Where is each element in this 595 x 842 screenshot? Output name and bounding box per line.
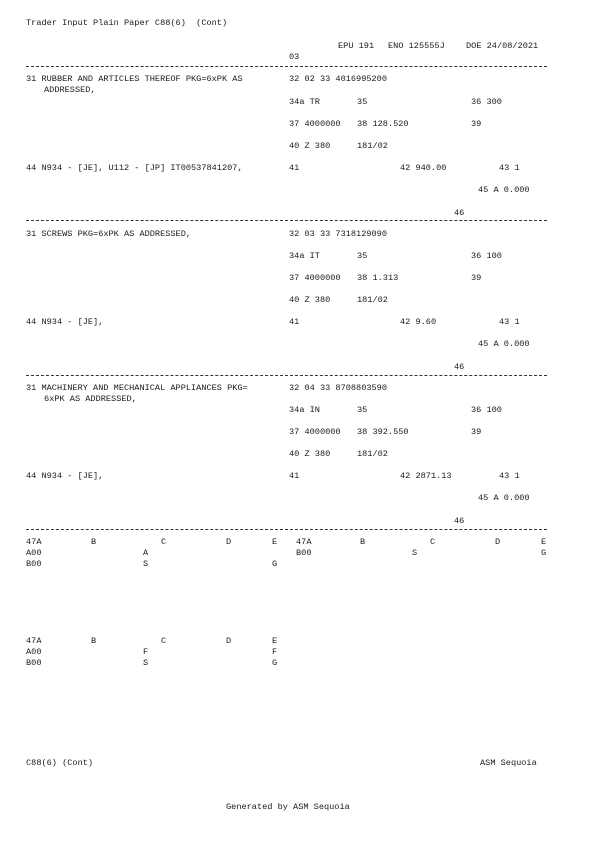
tax-col-header: C [430, 537, 436, 547]
tax-col-header: B [91, 636, 97, 646]
adjustment: 45 A 0.000 [478, 493, 530, 503]
tax-col-header: B [360, 537, 366, 547]
tax-cell: S [143, 658, 149, 668]
box-39: 39 [471, 273, 482, 283]
tax-cell: A00 [26, 548, 42, 558]
generated-by: Generated by ASM Sequoia [226, 802, 350, 812]
section-divider [26, 375, 547, 376]
box-36: 36 300 [471, 97, 502, 107]
origin-country: 34a IN [289, 405, 320, 415]
header-sub-number: 03 [289, 52, 300, 62]
origin-country: 34a TR [289, 97, 320, 107]
box-35: 35 [357, 97, 368, 107]
tax-col-header: 47A [296, 537, 312, 547]
tax-cell: S [412, 548, 418, 558]
tax-cell: B00 [296, 548, 312, 558]
footer-vendor: ASM Sequoia [480, 758, 537, 768]
previous-document: 40 Z 380 [289, 141, 331, 151]
adjustment: 45 A 0.000 [478, 339, 530, 349]
tax-cell: G [272, 658, 278, 668]
tax-cell: A [143, 548, 149, 558]
box-46: 46 [454, 208, 465, 218]
box-43: 43 1 [499, 471, 520, 481]
commodity-code: 32 03 33 7318129090 [289, 229, 387, 239]
box-43: 43 1 [499, 317, 520, 327]
tax-col-header: E [272, 537, 278, 547]
previous-document-ref: 181/02 [357, 141, 388, 151]
eno-number: ENO 125555J [388, 41, 445, 51]
additional-info: 44 N934 - [JE], [26, 471, 104, 481]
box-41: 41 [289, 317, 300, 327]
tax-cell: G [541, 548, 547, 558]
box-46: 46 [454, 516, 465, 526]
box-35: 35 [357, 251, 368, 261]
additional-info: 44 N934 - [JE], [26, 317, 104, 327]
tax-cell: B00 [26, 658, 42, 668]
tax-cell: S [143, 559, 149, 569]
tax-col-header: 47A [26, 537, 42, 547]
item-description-cont: 6xPK AS ADDRESSED, [44, 394, 137, 404]
tax-col-header: E [541, 537, 547, 547]
item-description: 31 SCREWS PKG=6xPK AS ADDRESSED, [26, 229, 192, 239]
item-description: 31 MACHINERY AND MECHANICAL APPLIANCES PKG= [26, 383, 248, 393]
doe-date: DOE 24/08/2021 [466, 41, 539, 51]
tax-cell: G [272, 559, 278, 569]
box-41: 41 [289, 471, 300, 481]
tax-col-header: E [272, 636, 278, 646]
item-price: 42 2871.13 [400, 471, 452, 481]
net-mass: 38 392.550 [357, 427, 409, 437]
commodity-code: 32 04 33 8708803590 [289, 383, 387, 393]
adjustment: 45 A 0.000 [478, 185, 530, 195]
origin-country: 34a IT [289, 251, 320, 261]
net-mass: 38 1.313 [357, 273, 399, 283]
epu-number: EPU 191 [338, 41, 375, 51]
tax-col-header: C [161, 636, 167, 646]
item-description-cont: ADDRESSED, [44, 85, 96, 95]
tax-cell: F [143, 647, 149, 657]
previous-document-ref: 181/02 [357, 449, 388, 459]
footer-form-label: C88(6) (Cont) [26, 758, 94, 768]
previous-document-ref: 181/02 [357, 295, 388, 305]
box-35: 35 [357, 405, 368, 415]
item-price: 42 9.60 [400, 317, 437, 327]
procedure-code: 37 4000000 [289, 427, 341, 437]
additional-info: 44 N934 - [JE], U112 - [JP] IT00537841207, [26, 163, 243, 173]
tax-cell: F [272, 647, 278, 657]
item-price: 42 940.00 [400, 163, 447, 173]
tax-col-header: C [161, 537, 167, 547]
box-39: 39 [471, 119, 482, 129]
box-41: 41 [289, 163, 300, 173]
tax-col-header: 47A [26, 636, 42, 646]
commodity-code: 32 02 33 4016995200 [289, 74, 387, 84]
tax-cell: B00 [26, 559, 42, 569]
box-36: 36 100 [471, 405, 502, 415]
tax-col-header: D [495, 537, 501, 547]
box-39: 39 [471, 427, 482, 437]
net-mass: 38 128.520 [357, 119, 409, 129]
section-divider [26, 66, 547, 67]
tax-col-header: B [91, 537, 97, 547]
section-divider [26, 529, 547, 530]
procedure-code: 37 4000000 [289, 119, 341, 129]
previous-document: 40 Z 380 [289, 295, 331, 305]
item-description: 31 RUBBER AND ARTICLES THEREOF PKG=6xPK AS [26, 74, 243, 84]
box-36: 36 100 [471, 251, 502, 261]
document-title: Trader Input Plain Paper C88(6) (Cont) [26, 18, 228, 28]
tax-col-header: D [226, 537, 232, 547]
box-43: 43 1 [499, 163, 520, 173]
procedure-code: 37 4000000 [289, 273, 341, 283]
tax-cell: A00 [26, 647, 42, 657]
previous-document: 40 Z 380 [289, 449, 331, 459]
box-46: 46 [454, 362, 465, 372]
tax-col-header: D [226, 636, 232, 646]
section-divider [26, 220, 547, 221]
